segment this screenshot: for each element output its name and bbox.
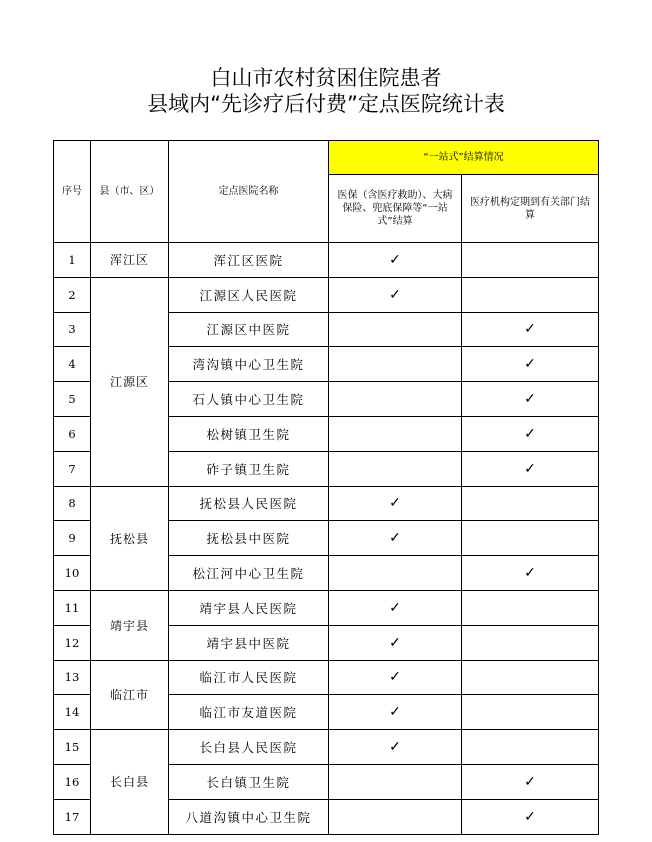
county-cell: 靖宇县	[91, 590, 169, 660]
empty-cell	[329, 347, 462, 382]
check-mark-icon: ✓	[329, 243, 462, 278]
row-number: 7	[54, 451, 91, 486]
row-number: 16	[54, 764, 91, 799]
hospital-name: 松树镇卫生院	[169, 416, 329, 451]
check-mark-icon: ✓	[329, 521, 462, 556]
row-number: 4	[54, 347, 91, 382]
row-number: 5	[54, 382, 91, 417]
empty-cell	[462, 695, 599, 730]
page-title-line-2: 县域内“先诊疗后付费”定点医院统计表	[147, 92, 505, 116]
table-row	[54, 730, 599, 765]
page-title-line-1: 白山市农村贫困住院患者	[210, 66, 442, 90]
header-county: 县（市、区）	[91, 141, 169, 243]
hospital-name: 江源区中医院	[169, 312, 329, 347]
check-mark-icon: ✓	[462, 416, 599, 451]
check-mark-icon: ✓	[329, 695, 462, 730]
check-mark-icon: ✓	[329, 730, 462, 765]
county-cell: 长白县	[91, 730, 169, 834]
check-mark-icon: ✓	[462, 799, 599, 834]
table-row	[54, 277, 599, 312]
empty-cell	[462, 590, 599, 625]
check-mark-icon: ✓	[329, 486, 462, 521]
row-number: 10	[54, 556, 91, 591]
row-number: 8	[54, 486, 91, 521]
empty-cell	[462, 660, 599, 695]
check-mark-icon: ✓	[329, 590, 462, 625]
table-row	[54, 243, 599, 278]
hospital-name: 八道沟镇中心卫生院	[169, 799, 329, 834]
row-number: 3	[54, 312, 91, 347]
row-number: 11	[54, 590, 91, 625]
hospital-name: 抚松县中医院	[169, 521, 329, 556]
row-number: 9	[54, 521, 91, 556]
hospital-name: 靖宇县中医院	[169, 625, 329, 660]
empty-cell	[329, 799, 462, 834]
empty-cell	[329, 556, 462, 591]
hospital-name: 湾沟镇中心卫生院	[169, 347, 329, 382]
hospital-name: 石人镇中心卫生院	[169, 382, 329, 417]
check-mark-icon: ✓	[462, 312, 599, 347]
empty-cell	[462, 521, 599, 556]
county-cell: 临江市	[91, 660, 169, 730]
empty-cell	[329, 451, 462, 486]
county-cell: 江源区	[91, 277, 169, 486]
hospital-name: 长白县人民医院	[169, 730, 329, 765]
empty-cell	[329, 312, 462, 347]
empty-cell	[462, 486, 599, 521]
check-mark-icon: ✓	[462, 764, 599, 799]
empty-cell	[462, 243, 599, 278]
table-row	[54, 660, 599, 695]
row-number: 2	[54, 277, 91, 312]
county-cell: 抚松县	[91, 486, 169, 590]
row-number: 6	[54, 416, 91, 451]
check-mark-icon: ✓	[462, 556, 599, 591]
header-col-periodic: 医疗机构定期到有关部门结算	[462, 175, 599, 243]
row-number: 15	[54, 730, 91, 765]
check-mark-icon: ✓	[462, 451, 599, 486]
header-hospital: 定点医院名称	[169, 141, 329, 243]
hospital-name: 靖宇县人民医院	[169, 590, 329, 625]
empty-cell	[462, 625, 599, 660]
empty-cell	[329, 382, 462, 417]
row-number: 14	[54, 695, 91, 730]
county-cell: 浑江区	[91, 243, 169, 278]
check-mark-icon: ✓	[329, 625, 462, 660]
empty-cell	[329, 764, 462, 799]
hospital-table	[53, 140, 599, 835]
row-number: 1	[54, 243, 91, 278]
row-number: 17	[54, 799, 91, 834]
row-number: 12	[54, 625, 91, 660]
hospital-name: 砟子镇卫生院	[169, 451, 329, 486]
table-row	[54, 486, 599, 521]
hospital-name: 抚松县人民医院	[169, 486, 329, 521]
row-number: 13	[54, 660, 91, 695]
hospital-name: 松江河中心卫生院	[169, 556, 329, 591]
check-mark-icon: ✓	[462, 347, 599, 382]
check-mark-icon: ✓	[329, 660, 462, 695]
hospital-name: 临江市人民医院	[169, 660, 329, 695]
header-settlement-group: “一站式”结算情况	[329, 141, 599, 175]
hospital-name: 临江市友道医院	[169, 695, 329, 730]
header-seq: 序号	[54, 141, 91, 243]
check-mark-icon: ✓	[462, 382, 599, 417]
empty-cell	[329, 416, 462, 451]
hospital-name: 江源区人民医院	[169, 277, 329, 312]
empty-cell	[462, 730, 599, 765]
empty-cell	[462, 277, 599, 312]
hospital-name: 长白镇卫生院	[169, 764, 329, 799]
hospital-name: 浑江区医院	[169, 243, 329, 278]
check-mark-icon: ✓	[329, 277, 462, 312]
table-row	[54, 590, 599, 625]
header-col-one-stop: 医保（含医疗救助）、大病保险、兜底保障等“一站式”结算	[329, 175, 462, 243]
